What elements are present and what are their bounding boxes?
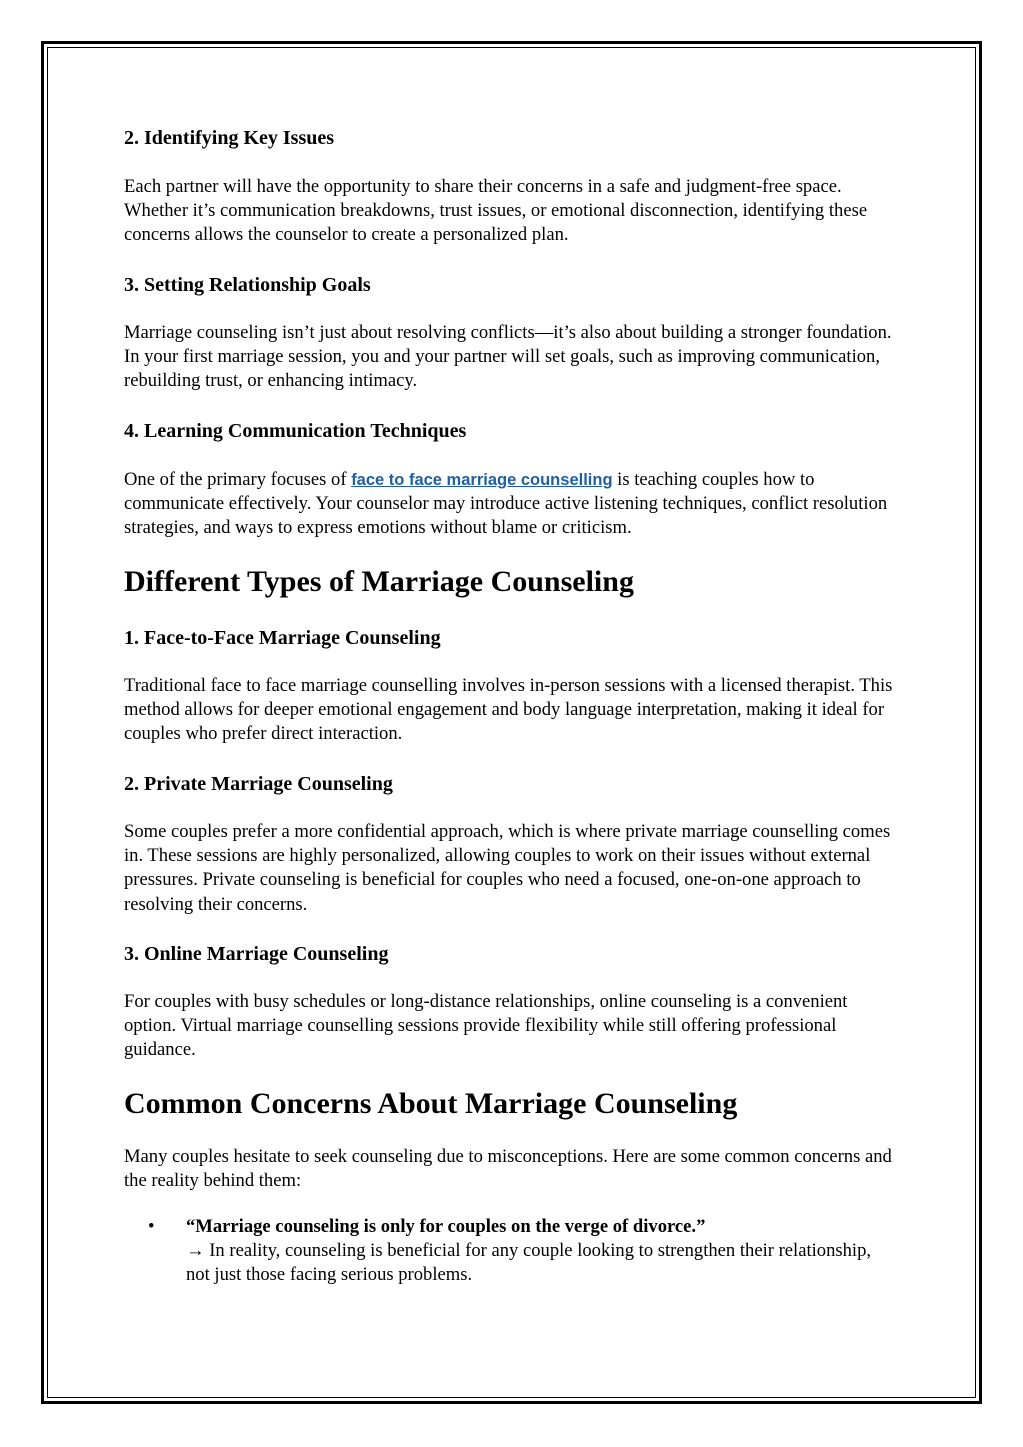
heading-common-concerns: Common Concerns About Marriage Counseling (124, 1087, 738, 1120)
paragraph-setting-relationship-goals: Marriage counseling isn’t just about resolving conflicts—it’s also about building a stronger foundation. In your first marriage session, you and your partner will set goals, such as improving communication, rebuilding trust, or enhancing intimacy. (124, 322, 892, 392)
concern-myth: “Marriage counseling is only for couples on the verge of divorce.” (186, 1216, 706, 1237)
paragraph-learning-communication-techniques (124, 468, 894, 541)
paragraph-face-to-face-counseling: Traditional face to face marriage counselling involves in-person sessions with a licensed therapist. This method allows for deeper emotional engagement and body language interpretation, making it ideal for couples who prefer direct interaction. (124, 675, 893, 745)
heading-online-counseling: 3. Online Marriage Counseling (124, 943, 389, 965)
paragraph-identifying-key-issues: Each partner will have the opportunity to share their concerns in a safe and judgment-free space. Whether it’s communication breakdowns, trust issues, or emotional disconnection, identifying these concerns allows the counselor to create a personalized plan. (124, 176, 868, 246)
paragraph-concerns-intro: Many couples hesitate to seek counseling due to misconceptions. Here are some common concerns and the reality behind them: (124, 1146, 892, 1192)
paragraph-text-before-link: One of the primary focuses of (124, 469, 352, 490)
concern-reality: → In reality, counseling is beneficial for any couple looking to strengthen their relationship, not just those facing serious problems. (186, 1240, 872, 1286)
heading-private-counseling: 2. Private Marriage Counseling (124, 773, 393, 795)
face-to-face-counselling-link[interactable]: face to face marriage counselling (351, 471, 613, 489)
heading-setting-relationship-goals: 3. Setting Relationship Goals (124, 274, 371, 296)
paragraph-text-after-link: is teaching couples how to communicate effectively. Your counselor may introduce active listening techniques, conflict resolution strategies, and ways to express emotions without blame or criticism. (124, 469, 888, 539)
list-item (124, 1215, 894, 1288)
heading-learning-communication-techniques: 4. Learning Communication Techniques (124, 420, 467, 442)
paragraph-private-counseling: Some couples prefer a more confidential approach, which is where private marriage counselling comes in. These sessions are highly personalized, allowing couples to work on their issues without external pressures. Private counseling is beneficial for couples who need a focused, one-on-one approach to resolving their concerns. (124, 821, 891, 915)
heading-different-types: Different Types of Marriage Counseling (124, 565, 634, 598)
heading-identifying-key-issues: 2. Identifying Key Issues (124, 127, 335, 149)
paragraph-online-counseling: For couples with busy schedules or long-distance relationships, online counseling is a convenient option. Virtual marriage counselling sessions provide flexibility while still offering professional guidance. (124, 991, 848, 1061)
heading-face-to-face-counseling: 1. Face-to-Face Marriage Counseling (124, 627, 441, 649)
bullet-marker: • (148, 1216, 155, 1237)
concerns-list (124, 1215, 894, 1288)
